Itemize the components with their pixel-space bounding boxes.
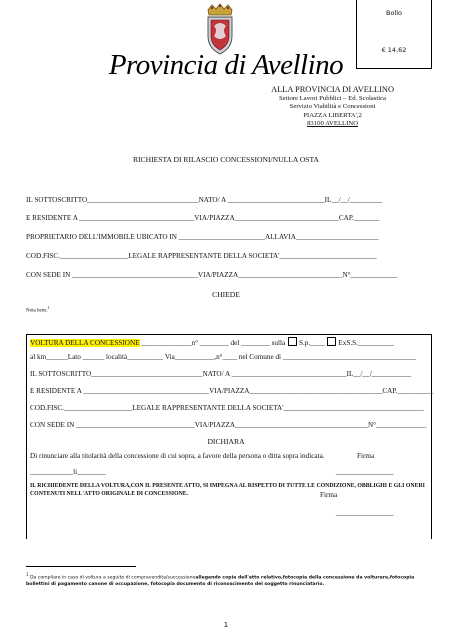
firma-label-2: Firma <box>320 491 338 499</box>
voltura-fiscal-code-line[interactable]: COD.FISC.___________________LEGALE RAPPRESENTANTE DELLA SOCIETA'_______________________________________ <box>30 404 424 412</box>
nota-bene-footnote-ref: 1 <box>47 305 50 310</box>
signature-field-2[interactable]: ________________ <box>336 509 394 517</box>
voltura-number-date-fields[interactable]: ______________n° ________ del ________ sulla <box>139 339 286 347</box>
request-title: RICHIESTA DI RILASCIO CONCESSIONI/NULLA OSTA <box>132 155 320 164</box>
commitment-declaration: IL RICHIEDENTE DELLA VOLTURA,CON IL PRESENTE ATTO, SI IMPEGNA AL RISPETTO DI TUTTE LE CONDIZIONE, OBBLIGHI E GLI ONERI CONTENUTI NELL'ATTO ORIGINALE DI CONCESSIONE. <box>30 483 425 497</box>
page-number: 1 <box>223 621 229 629</box>
sp-field[interactable]: S.p.____ <box>298 339 325 347</box>
form-fiscal-code-line[interactable]: COD.FISC.___________________LEGALE RAPPRESENTANTE DELLA SOCIETA'___________________________ <box>26 252 377 260</box>
voltura-line-1 <box>30 337 394 348</box>
form-applicant-name-line[interactable]: IL SOTTOSCRITTO_______________________________NATO/ A ___________________________IL__/__/_________ <box>26 196 383 204</box>
address-line-1: ALLA PROVINCIA DI AVELLINO <box>271 85 394 94</box>
voltura-residence-line[interactable]: E RESIDENTE A ___________________________________VIA/PIAZZA_____________________________________CAP.__________ <box>30 387 434 395</box>
exss-checkbox[interactable] <box>327 337 336 346</box>
revenue-stamp-box <box>356 0 432 69</box>
chiede-heading: CHIEDE <box>212 290 240 299</box>
footnote-separator <box>26 566 136 567</box>
nota-bene-label <box>26 305 50 314</box>
voltura-seat-line[interactable]: CON SEDE IN _________________________________VIA/PIAZZA_____________________________________N°______________ <box>30 421 427 429</box>
recipient-address <box>271 85 394 128</box>
address-line-4: PIAZZA LIBERTA',2 <box>303 111 362 119</box>
voltura-label: VOLTURA DELLA CONCESSIONE <box>30 339 140 347</box>
signature-field-1[interactable]: ________________ <box>336 468 394 476</box>
form-property-line[interactable]: PROPRIETARIO DELL'IMMOBILE UBICATO IN ________________________ALLAVIA_______________________ <box>26 233 379 241</box>
address-line-2: Settore Lavori Pubblici – Ed. Scolastica <box>279 95 387 102</box>
exss-field[interactable]: ExS.S.__________ <box>338 339 394 347</box>
sp-checkbox[interactable] <box>288 337 297 346</box>
footnote-bold-text: allegando copia dell'atto relativo,fotocopia della concessione da volturare,fotocopia bollettini di pagamento canone di occupazione, fotocopia documento di riconoscimento del soggetto rinunciatario. <box>26 575 415 587</box>
form-company-seat-line[interactable]: CON SEDE IN ___________________________________VIA/PIAZZA_____________________________N°_____________ <box>26 271 398 279</box>
nota-bene-text: Nota bene. <box>26 308 48 314</box>
rinuncia-statement: Di rinunciare alla titolarità della concessione di cui sopra, a favore della persona o ditta sopra indicata. <box>30 452 325 460</box>
dichiara-heading: DICHIARA <box>207 437 245 446</box>
footnote <box>26 572 426 588</box>
footnote-text: Da compilare in caso di voltura a seguito di compravendita/successione <box>30 575 196 581</box>
address-line-3: Servizio Viabilità e Concessioni <box>289 103 376 111</box>
firma-label-1: Firma <box>357 452 375 460</box>
stamp-label: Bollo <box>385 9 403 17</box>
address-line-5: 83100 AVELLINO <box>307 119 359 127</box>
province-logo-text: Provincia di Avellino <box>108 49 344 81</box>
place-date-field[interactable]: ____________li________ <box>30 468 106 476</box>
voltura-location-line[interactable]: al km______Lato ______ località__________ Via___________,n°____ nel Comune di _____________________________________ <box>30 353 416 361</box>
footnote-number: 1 <box>26 572 29 577</box>
voltura-applicant-line[interactable]: IL SOTTOSCRITTO_______________________________NATO/ A ________________________________IL__/__/___________ <box>30 370 412 378</box>
form-residence-line[interactable]: E RESIDENTE A ________________________________VIA/PIAZZA_____________________________CAP._______ <box>26 214 379 222</box>
stamp-price: € 14,62 <box>381 46 407 54</box>
